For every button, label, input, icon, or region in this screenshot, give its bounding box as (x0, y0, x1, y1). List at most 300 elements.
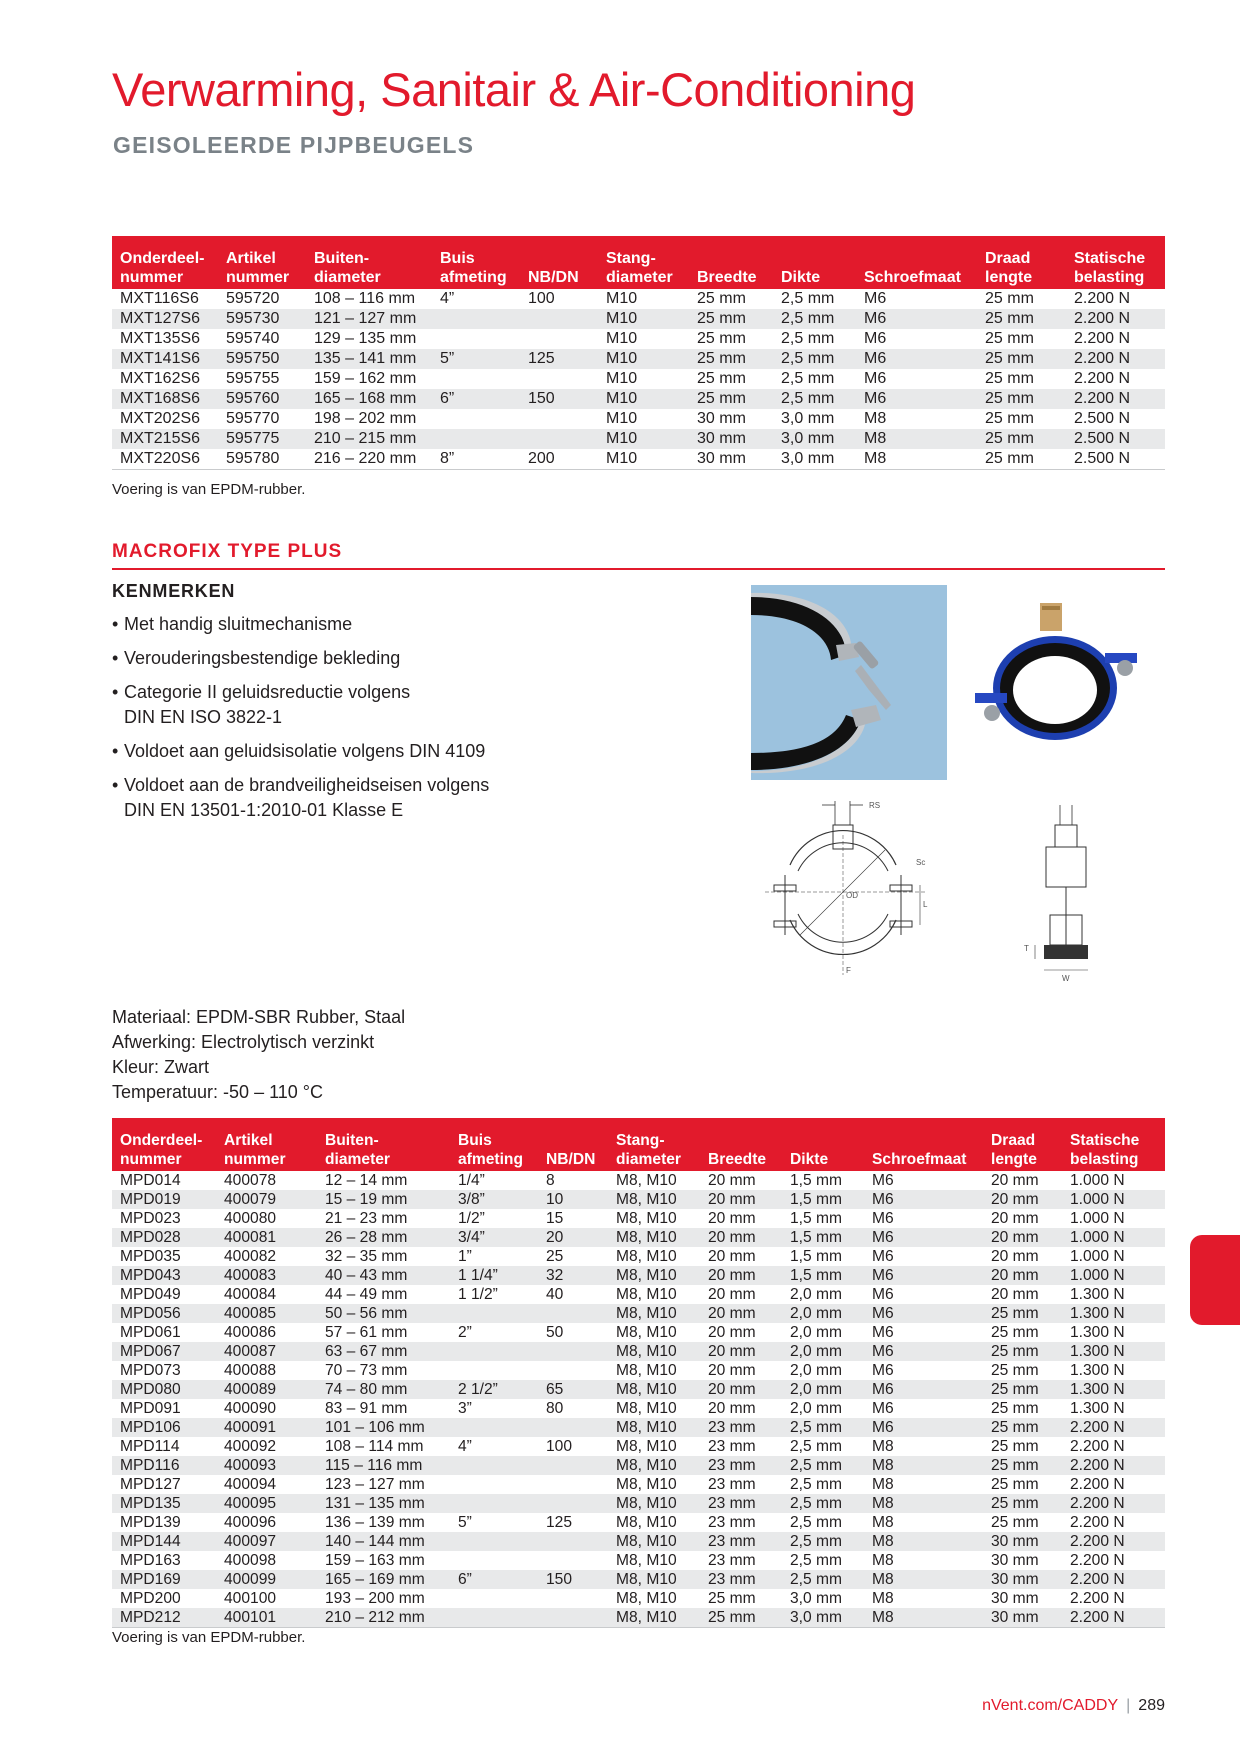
table-cell: 25 mm (689, 309, 773, 329)
header-cell: Draad (977, 236, 1066, 268)
table-cell: M8, M10 (608, 1608, 700, 1628)
table-cell: M8 (864, 410, 887, 427)
header-cell: Dikte (782, 1150, 864, 1171)
table-cell: M8, M10 (616, 1476, 677, 1493)
table-cell: 400090 (224, 1400, 277, 1417)
table-cell: 210 – 215 mm (306, 429, 432, 449)
table-cell: M10 (598, 429, 689, 449)
feature-item (112, 612, 712, 637)
table-cell: 2.200 N (1062, 1456, 1165, 1475)
table-cell: M8 (856, 449, 977, 470)
bullet-glyph: • (112, 682, 119, 702)
table-cell: 25 mm (985, 410, 1034, 427)
table-row (112, 1361, 1165, 1380)
table-cell: 2,5 mm (790, 1476, 842, 1493)
table-cell: MPD106 (112, 1418, 216, 1437)
table-row (112, 1608, 1165, 1628)
table-cell: 1.000 N (1062, 1228, 1165, 1247)
table-cell: 1.300 N (1070, 1286, 1125, 1303)
page-footer (982, 1697, 1165, 1715)
table-cell: 25 mm (983, 1342, 1062, 1361)
table-cell (538, 1342, 608, 1361)
table-cell: 20 mm (708, 1362, 756, 1379)
bullet-glyph: • (112, 741, 119, 761)
table-cell: 200 (520, 449, 598, 470)
table-cell: 5” (432, 349, 520, 369)
table-cell (450, 1456, 538, 1475)
header-cell: belasting (1066, 268, 1165, 289)
header-cell: Buiten- (317, 1118, 450, 1150)
table-cell: MPD073 (120, 1362, 181, 1379)
table-cell: 595775 (218, 429, 306, 449)
table-cell: M6 (864, 1380, 983, 1399)
table-cell: M8, M10 (608, 1494, 700, 1513)
table-cell: 2.200 N (1074, 330, 1131, 347)
table-cell: 23 mm (708, 1476, 756, 1493)
table-cell: MPD019 (112, 1190, 216, 1209)
table-cell: 115 – 116 mm (317, 1456, 450, 1475)
label-l: L (923, 900, 928, 909)
table-cell: 123 – 127 mm (325, 1476, 425, 1493)
table-cell: 2.200 N (1062, 1418, 1165, 1437)
table-cell: M8, M10 (616, 1362, 677, 1379)
table-cell (520, 369, 598, 389)
header-cell: afmeting (432, 268, 520, 289)
table-cell: 57 – 61 mm (325, 1324, 408, 1341)
property-color: Kleur: Zwart (112, 1057, 210, 1077)
table-cell: 23 mm (708, 1514, 756, 1531)
table-cell: 25 mm (977, 429, 1066, 449)
table-body (112, 289, 1165, 470)
table-row (112, 1399, 1165, 1418)
table-cell: 20 mm (700, 1266, 782, 1285)
table-cell: 165 – 168 mm (306, 389, 432, 409)
header-cell: Breedte (700, 1150, 782, 1171)
table-cell: 70 – 73 mm (325, 1362, 408, 1379)
table-cell: 595730 (218, 309, 306, 329)
table-row (112, 389, 1165, 409)
table-cell: 30 mm (983, 1532, 1062, 1551)
table-cell: 2,5 mm (781, 370, 835, 387)
table-cell: MXT135S6 (120, 330, 201, 347)
table-header (112, 236, 1165, 289)
table-cell: 8” (432, 449, 520, 470)
table-cell: 1.300 N (1062, 1380, 1165, 1399)
table-cell: 23 mm (708, 1552, 756, 1569)
table-cell: MPD144 (112, 1532, 216, 1551)
table-cell: 2,5 mm (790, 1438, 842, 1455)
bullet-glyph: • (112, 614, 119, 634)
table-cell: M8, M10 (616, 1590, 677, 1607)
table-row (112, 1209, 1165, 1228)
table-cell: 400100 (224, 1590, 277, 1607)
table-cell: 1,5 mm (782, 1228, 864, 1247)
table-cell: MPD014 (120, 1172, 181, 1189)
table-cell: 25 mm (991, 1324, 1039, 1341)
table-cell: 30 mm (689, 449, 773, 470)
table-row (112, 329, 1165, 349)
table-cell: 25 mm (689, 389, 773, 409)
table-cell: 74 – 80 mm (317, 1380, 450, 1399)
table-cell: 129 – 135 mm (314, 330, 417, 347)
table-cell: 400087 (216, 1342, 317, 1361)
table-cell: 2,5 mm (773, 309, 856, 329)
table-cell: 23 mm (700, 1570, 782, 1589)
table-cell: 1” (458, 1248, 472, 1265)
header-cell: nummer (218, 268, 306, 289)
header-cell: diameter (306, 268, 432, 289)
table-cell (432, 429, 520, 449)
table-cell: M8, M10 (616, 1172, 677, 1189)
table-cell: 20 mm (708, 1286, 756, 1303)
table-cell: 20 mm (700, 1380, 782, 1399)
table-cell: 44 – 49 mm (325, 1286, 408, 1303)
table-cell: 25 mm (977, 349, 1066, 369)
header-cell: Stang- (598, 236, 689, 268)
header-cell (538, 1118, 608, 1150)
table-cell: 2,5 mm (782, 1456, 864, 1475)
table-cell: MPD135 (112, 1494, 216, 1513)
table-row (112, 1475, 1165, 1494)
table-cell: 30 mm (983, 1608, 1062, 1628)
table-cell: MPD200 (120, 1590, 181, 1607)
table-row (112, 1532, 1165, 1551)
table-cell: 25 mm (983, 1418, 1062, 1437)
table-cell: 125 (546, 1514, 573, 1531)
header-cell: nummer (216, 1150, 317, 1171)
table-cell (450, 1551, 538, 1570)
table-cell: M6 (864, 1418, 983, 1437)
feature-text: Met handig sluitmechanisme (124, 614, 353, 634)
table-cell: 108 – 114 mm (325, 1438, 424, 1455)
table-cell: 20 mm (708, 1248, 756, 1265)
table-cell: 1.000 N (1070, 1172, 1125, 1189)
table-cell: 23 mm (700, 1494, 782, 1513)
header-cell: Schroefmaat (856, 268, 977, 289)
table-cell: MPD056 (112, 1304, 216, 1323)
table-cell: M6 (872, 1210, 894, 1227)
table-cell (538, 1456, 608, 1475)
table-cell: 15 – 19 mm (317, 1190, 450, 1209)
table-cell: 1,5 mm (782, 1266, 864, 1285)
table-row (112, 1171, 1165, 1190)
technical-drawing-front (760, 795, 950, 980)
table-cell: 32 (538, 1266, 608, 1285)
feature-text: Verouderingsbestendige bekleding (124, 648, 401, 668)
table-cell: 25 mm (985, 370, 1034, 387)
table-cell: MPD139 (120, 1514, 181, 1531)
feature-text-continued: DIN EN 13501-1:2010-01 Klasse E (124, 800, 404, 820)
table-cell: 1.300 N (1070, 1324, 1125, 1341)
table-cell (432, 329, 520, 349)
header-cell: lengte (977, 268, 1066, 289)
table-cell: 20 mm (708, 1324, 756, 1341)
table-cell: 2,5 mm (781, 330, 835, 347)
table-cell: M8 (872, 1438, 894, 1455)
table-row (112, 369, 1165, 389)
spec-table-mxt (112, 236, 1165, 470)
table-cell: 198 – 202 mm (314, 410, 417, 427)
header-cell: Artikel (216, 1118, 317, 1150)
page-number: 289 (1138, 1697, 1165, 1714)
table-cell (538, 1608, 608, 1628)
label-f: F (846, 966, 851, 975)
table-cell (450, 1342, 538, 1361)
table-cell: 2,0 mm (790, 1324, 842, 1341)
table-cell: M8 (864, 1570, 983, 1589)
table-cell: MXT127S6 (112, 309, 218, 329)
table-cell: 3,0 mm (790, 1590, 842, 1607)
table-row (112, 409, 1165, 429)
table-cell: 2.200 N (1070, 1476, 1125, 1493)
table-cell: 2.200 N (1074, 370, 1131, 387)
table-cell: 400097 (216, 1532, 317, 1551)
table-cell: M8 (864, 1456, 983, 1475)
table-cell: 65 (538, 1380, 608, 1399)
table-cell: 5” (458, 1514, 472, 1531)
table-cell: 2.500 N (1066, 449, 1165, 470)
table-cell: M8, M10 (608, 1418, 700, 1437)
table-row (112, 309, 1165, 329)
table-cell: 25 mm (983, 1380, 1062, 1399)
table-cell: 2.200 N (1070, 1514, 1125, 1531)
table-cell: M8 (872, 1552, 894, 1569)
table-cell: 595770 (226, 410, 280, 427)
table-cell: 400081 (216, 1228, 317, 1247)
table-cell: 216 – 220 mm (306, 449, 432, 470)
table-cell: 25 mm (991, 1476, 1039, 1493)
table-cell: M8, M10 (608, 1304, 700, 1323)
table-cell: 1,5 mm (790, 1172, 842, 1189)
table-cell: MPD028 (112, 1228, 216, 1247)
table-cell: 121 – 127 mm (306, 309, 432, 329)
table-cell: M10 (598, 309, 689, 329)
table-cell: M6 (872, 1286, 894, 1303)
table-cell: 1.000 N (1070, 1248, 1125, 1265)
table-cell: 1,5 mm (790, 1210, 842, 1227)
table-cell: M6 (856, 309, 977, 329)
table-cell: 2.500 N (1066, 429, 1165, 449)
table-cell: 1 1/2” (458, 1286, 498, 1303)
header-cell: diameter (608, 1150, 700, 1171)
feature-text: Voldoet aan geluidsisolatie volgens DIN 4109 (124, 741, 486, 761)
product-photo-clamp (970, 598, 1150, 758)
footer-separator: | (1126, 1697, 1131, 1714)
label-sc: Sc (916, 858, 926, 867)
table-cell: 32 – 35 mm (325, 1248, 408, 1265)
table-cell: 25 mm (689, 349, 773, 369)
table-cell: M8 (872, 1590, 894, 1607)
table-cell: M8 (856, 429, 977, 449)
header-cell: lengte (983, 1150, 1062, 1171)
table-cell (538, 1494, 608, 1513)
table-cell: MPD061 (120, 1324, 181, 1341)
table-cell: 131 – 135 mm (317, 1494, 450, 1513)
table-cell: 2,0 mm (782, 1380, 864, 1399)
table-cell: 193 – 200 mm (325, 1590, 425, 1607)
table-cell: MPD049 (120, 1286, 181, 1303)
table-cell (520, 309, 598, 329)
table-cell: 6” (432, 389, 520, 409)
page-subtitle: GEISOLEERDE PIJPBEUGELS (113, 132, 475, 158)
table-cell: MPD114 (120, 1438, 180, 1455)
table-body (112, 1171, 1165, 1628)
table-cell: 2,5 mm (773, 389, 856, 409)
table-row (112, 1589, 1165, 1608)
table-cell: 25 mm (708, 1590, 756, 1607)
table-cell: 25 mm (991, 1400, 1039, 1417)
table-cell: 3,0 mm (781, 410, 835, 427)
footer-url[interactable]: nVent.com/CADDY (982, 1697, 1119, 1714)
table-cell: 3” (458, 1400, 472, 1417)
table-cell: 30 mm (991, 1552, 1039, 1569)
table-cell (538, 1418, 608, 1437)
table-cell: M6 (864, 1304, 983, 1323)
table-row (112, 289, 1165, 309)
table-cell: M8, M10 (616, 1286, 677, 1303)
technical-drawing-side (1010, 805, 1120, 985)
header-cell: Stang- (608, 1118, 700, 1150)
table-cell (538, 1361, 608, 1380)
table-cell: 2,5 mm (782, 1532, 864, 1551)
table-cell: 30 mm (689, 429, 773, 449)
table-cell: 20 mm (700, 1304, 782, 1323)
table-cell: 2,5 mm (782, 1418, 864, 1437)
table-cell: 595750 (218, 349, 306, 369)
table-cell: 2.200 N (1070, 1552, 1125, 1569)
bullet-glyph: • (112, 648, 119, 668)
table-cell: 20 mm (991, 1210, 1039, 1227)
header-cell: nummer (112, 1150, 216, 1171)
table-cell: 400093 (216, 1456, 317, 1475)
table-row (112, 1494, 1165, 1513)
page-title: Verwarming, Sanitair & Air-Conditioning (112, 63, 916, 116)
product-properties (112, 1005, 405, 1105)
table-cell: M10 (598, 449, 689, 470)
header-cell: Buis (432, 236, 520, 268)
table-cell: 1,5 mm (790, 1248, 842, 1265)
label-rs: RS (869, 801, 881, 810)
table-cell: 2.200 N (1074, 290, 1131, 307)
table-cell: 400089 (216, 1380, 317, 1399)
table-cell: 20 mm (983, 1266, 1062, 1285)
table-cell: M6 (856, 349, 977, 369)
table-cell: 101 – 106 mm (317, 1418, 450, 1437)
table-cell: 2,0 mm (790, 1362, 842, 1379)
table-cell: 20 (538, 1228, 608, 1247)
table-cell: M6 (864, 370, 887, 387)
table-cell: 23 mm (700, 1418, 782, 1437)
table-cell: M8, M10 (616, 1552, 677, 1569)
table-cell: 23 mm (700, 1532, 782, 1551)
table-cell: 50 (546, 1324, 564, 1341)
table-cell: 2.200 N (1070, 1438, 1125, 1455)
feature-item (112, 739, 712, 764)
table-cell: M8, M10 (616, 1248, 677, 1265)
table-cell: 3,0 mm (782, 1608, 864, 1628)
table-cell: 63 – 67 mm (317, 1342, 450, 1361)
table-cell: 3/8” (450, 1190, 538, 1209)
table-cell: 40 (546, 1286, 564, 1303)
features-list (112, 612, 712, 832)
table-row (112, 1513, 1165, 1532)
table-cell: 3,0 mm (773, 449, 856, 470)
table-cell: 25 mm (985, 330, 1034, 347)
table-row (112, 1437, 1165, 1456)
table-cell (450, 1475, 538, 1494)
table-cell: M6 (864, 1342, 983, 1361)
table-cell: M10 (606, 410, 638, 427)
table-cell: 159 – 162 mm (314, 370, 417, 387)
table-cell: 2,5 mm (782, 1494, 864, 1513)
table-cell: 2,5 mm (773, 349, 856, 369)
table-cell (520, 329, 598, 349)
table-cell (538, 1551, 608, 1570)
table-cell: 595740 (226, 330, 280, 347)
header-cell: afmeting (450, 1150, 538, 1171)
table-cell: 400086 (224, 1324, 277, 1341)
table-cell: 80 (546, 1400, 564, 1417)
table-cell: 2,0 mm (782, 1342, 864, 1361)
table-cell: M8, M10 (608, 1532, 700, 1551)
table-cell: MXT116S6 (120, 290, 199, 307)
table-cell: 400094 (224, 1476, 277, 1493)
table-row (112, 1266, 1165, 1285)
header-cell: Schroefmaat (864, 1150, 983, 1171)
table-cell: M10 (598, 389, 689, 409)
feature-item (112, 773, 712, 823)
table-cell: 25 mm (983, 1494, 1062, 1513)
feature-text: Voldoet aan de brandveiligheidseisen volgens (124, 775, 490, 795)
table-cell: MXT202S6 (120, 410, 201, 427)
property-material: Materiaal: EPDM-SBR Rubber, Staal (112, 1007, 406, 1027)
table-cell: 12 – 14 mm (325, 1172, 408, 1189)
header-cell: Statische (1066, 236, 1165, 268)
table-cell: 400084 (224, 1286, 277, 1303)
bullet-glyph: • (112, 775, 119, 795)
table-cell: 595720 (226, 290, 280, 307)
table-cell: 3,0 mm (773, 429, 856, 449)
table-note: Voering is van EPDM-rubber. (112, 481, 306, 498)
table-cell: 1.000 N (1062, 1190, 1165, 1209)
label-od: OD (846, 891, 858, 900)
table-cell: 1/2” (458, 1210, 485, 1227)
table-cell (432, 409, 520, 429)
table-cell (538, 1589, 608, 1608)
table-cell: MPD067 (112, 1342, 216, 1361)
table-cell: M6 (872, 1400, 894, 1417)
table-note: Voering is van EPDM-rubber. (112, 1629, 306, 1646)
table-cell: 100 (546, 1438, 573, 1455)
table-cell: M6 (872, 1362, 894, 1379)
table-cell: 25 mm (983, 1456, 1062, 1475)
table-cell: M6 (864, 1228, 983, 1247)
table-cell: 1.000 N (1062, 1266, 1165, 1285)
table-cell: M8, M10 (616, 1324, 677, 1341)
table-row (112, 1570, 1165, 1589)
table-cell: 15 (546, 1210, 564, 1227)
table-cell: 25 mm (991, 1514, 1039, 1531)
header-cell: Onderdeel- (112, 1118, 216, 1150)
table-cell: 2.200 N (1062, 1532, 1165, 1551)
table-cell (520, 409, 598, 429)
table-cell: 595780 (218, 449, 306, 470)
table-cell: M8, M10 (616, 1210, 677, 1227)
table-cell (450, 1304, 538, 1323)
table-cell: 25 (546, 1248, 564, 1265)
table-cell: 26 – 28 mm (317, 1228, 450, 1247)
header-cell: Onderdeel- (112, 236, 218, 268)
